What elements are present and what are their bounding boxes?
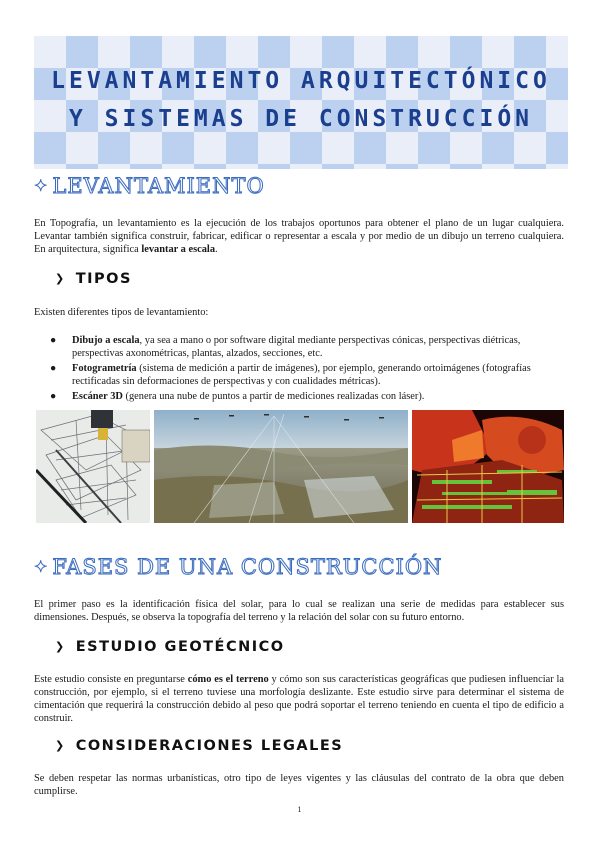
- star-icon: ✦: [34, 176, 49, 195]
- bullet-icon: ●: [50, 363, 57, 374]
- list-item: [50, 334, 564, 360]
- banner-title-line1: LEVANTAMIENTO ARQUITECTÓNICO: [51, 68, 551, 94]
- paragraph-text: .: [215, 244, 218, 255]
- paragraph-tipos-intro: Existen diferentes tipos de levantamiento:: [34, 307, 209, 318]
- heading-legales-text: CONSIDERACIONES LEGALES: [75, 738, 344, 754]
- bold-term: Dibujo a escala: [72, 335, 140, 346]
- banner-title-line2: Y SISTEMAS DE CONSTRUCCIÓN: [68, 106, 534, 132]
- list-item: [50, 362, 564, 388]
- bold-term: Fotogrametría: [72, 363, 137, 374]
- list-item-text: (genera una nube de puntos a partir de mediciones realizadas con láser).: [122, 391, 425, 402]
- bullet-icon: ●: [50, 391, 57, 402]
- heading-estudio-geotecnico: [55, 639, 285, 655]
- heading-levantamiento: [34, 174, 265, 198]
- heading-levantamiento-text: LEVANTAMIENTO: [52, 174, 265, 198]
- paragraph-text: En Topografía, un levantamiento es la ejecución de los trabajos oportunos para obtener el plano de un lugar cualquiera. Levantar también significa construir, fabricar, edificar o representar a escala y por medio de un dibujo un terreno cualquiera. En arquitectura, significa: [34, 218, 564, 255]
- laser-scan-pointcloud-photo: [412, 410, 564, 523]
- paragraph-legales: Se deben respetar las normas urbanísticas, otro tipo de leyes vigentes y las cláusulas del contrato de la obra que deben cumplirse.: [34, 773, 564, 797]
- list-item-text: (sistema de medición a partir de imágenes), por ejemplo, generando ortoimágenes (fotografías rectificadas sin deformaciones de perspectivas y con cualidades métricas).: [72, 363, 531, 387]
- chevron-right-icon: ❯: [55, 640, 66, 653]
- bullet-icon: ●: [50, 335, 57, 346]
- heading-fases-construccion: [34, 555, 442, 579]
- heading-consideraciones-legales: [55, 738, 343, 754]
- paragraph-geotecnico: [34, 673, 564, 725]
- paragraph-levantamiento: [34, 217, 564, 256]
- paragraph-text: Este estudio consiste en preguntarse: [34, 674, 188, 685]
- heading-fases-text: FASES DE UNA CONSTRUCCIÓN: [52, 555, 443, 579]
- drawing-tools-photo: [36, 410, 150, 523]
- star-icon: ✦: [34, 557, 49, 576]
- title-banner: [34, 36, 568, 169]
- bold-term: Escáner 3D: [72, 391, 123, 402]
- page-number: 1: [297, 805, 302, 814]
- chevron-right-icon: ❯: [55, 739, 66, 752]
- bold-term: levantar a escala: [141, 244, 216, 255]
- paragraph-fases: El primer paso es la identificación física del solar, para lo cual se realizan una serie de medidas para establecer sus dimensiones. Después, se observa la topografía del terreno y la relación del solar con su futuro entorno.: [34, 599, 564, 623]
- banner-title: [34, 62, 568, 138]
- heading-tipos-text: TIPOS: [75, 271, 132, 287]
- bold-term: cómo es el terreno: [187, 674, 269, 685]
- paragraph-text: y cómo son sus características geográficas que pudiesen influenciar la construcción, por ejemplo, si el terreno tuviese una morfología deslizante. Este estudio sirve para determinar el sistema de cimentación que requerirá la construcción debido al peso que podrá soportar el terreno teniendo en cuenta el tipo de edificio a construir.: [34, 674, 564, 724]
- bullet-list-tipos: [34, 334, 564, 405]
- aerial-photogrammetry-photo: [154, 410, 408, 523]
- heading-tipos: [55, 271, 132, 287]
- chevron-right-icon: ❯: [55, 272, 66, 285]
- heading-geotecnico-text: ESTUDIO GEOTÉCNICO: [75, 639, 285, 655]
- list-item: [50, 390, 564, 403]
- list-item-text: , ya sea a mano o por software digital mediante perspectivas cónicas, perspectivas diétricas, perspectivas axonométricas, plantas, alzados, secciones, etc.: [72, 335, 521, 359]
